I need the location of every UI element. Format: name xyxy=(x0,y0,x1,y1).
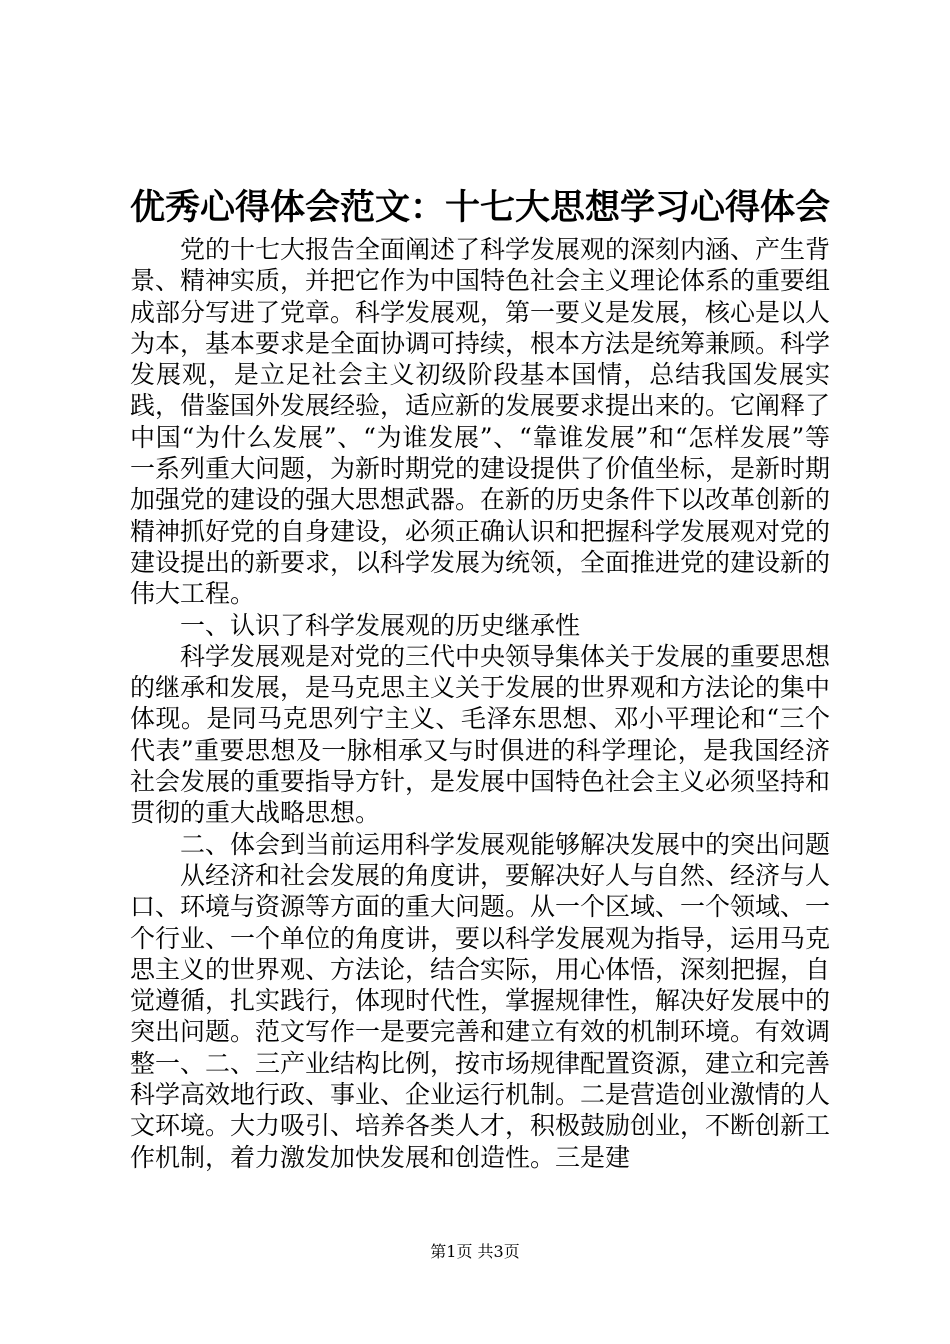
page-footer: 第1页 共3页 xyxy=(430,1242,520,1261)
paragraph-section-1: 科学发展观是对党的三代中央领导集体关于发展的重要思想的继承和发展，是马克思主义关于发展的世界观和方法论的集中体现。是同马克思列宁主义、毛泽东思想、邓小平理论和“三个代表”重要思想及一脉相承又与时俱进的科学理论，是我国经济社会发展的重要指导方针，是发展中国特色社会主义必须坚持和贯彻的重大战略思想。 xyxy=(130,641,831,828)
document-body xyxy=(130,234,830,1173)
section-heading-2: 二、体会到当前运用科学发展观能够解决发展中的突出问题 xyxy=(180,829,831,859)
document-title: 优秀心得体会范文：十七大思想学习心得体会 xyxy=(130,187,831,228)
paragraph-section-2: 从经济和社会发展的角度讲，要解决好人与自然、经济与人口、环境与资源等方面的重大问题。从一个区域、一个领域、一个行业、一个单位的角度讲，要以科学发展观为指导，运用马克思主义的世界观、方法论，结合实际，用心体悟，深刻把握，自觉遵循，扎实践行，体现时代性，掌握规律性，解决好发展中的突出问题。范文写作一是要完善和建立有效的机制环境。有效调整一、二、三产业结构比例，按市场规律配置资源，建立和完善科学高效地行政、事业、企业运行机制。二是营造创业激情的人文环境。大力吸引、培养各类人才，积极鼓励创业，不断创新工作机制，着力激发加快发展和创造性。三是建 xyxy=(130,860,831,1172)
section-heading-1: 一、认识了科学发展观的历史继承性 xyxy=(180,610,581,640)
paragraph-intro: 党的十七大报告全面阐述了科学发展观的深刻内涵、产生背景、精神实质，并把它作为中国特色社会主义理论体系的重要组成部分写进了党章。科学发展观，第一要义是发展，核心是以人为本，基本要求是全面协调可持续，根本方法是统筹兼顾。科学发展观，是立足社会主义初级阶段基本国情，总结我国发展实践，借鉴国外发展经验，适应新的发展要求提出来的。它阐释了中国“为什么发展”、“为谁发展”、“靠谁发展”和“怎样发展”等一系列重大问题，为新时期党的建设提供了价值坐标，是新时期加强党的建设的强大思想武器。在新的历史条件下以改革创新的精神抓好党的自身建设，必须正确认识和把握科学发展观对党的建设提出的新要求，以科学发展为统领，全面推进党的建设新的伟大工程。 xyxy=(130,235,831,609)
